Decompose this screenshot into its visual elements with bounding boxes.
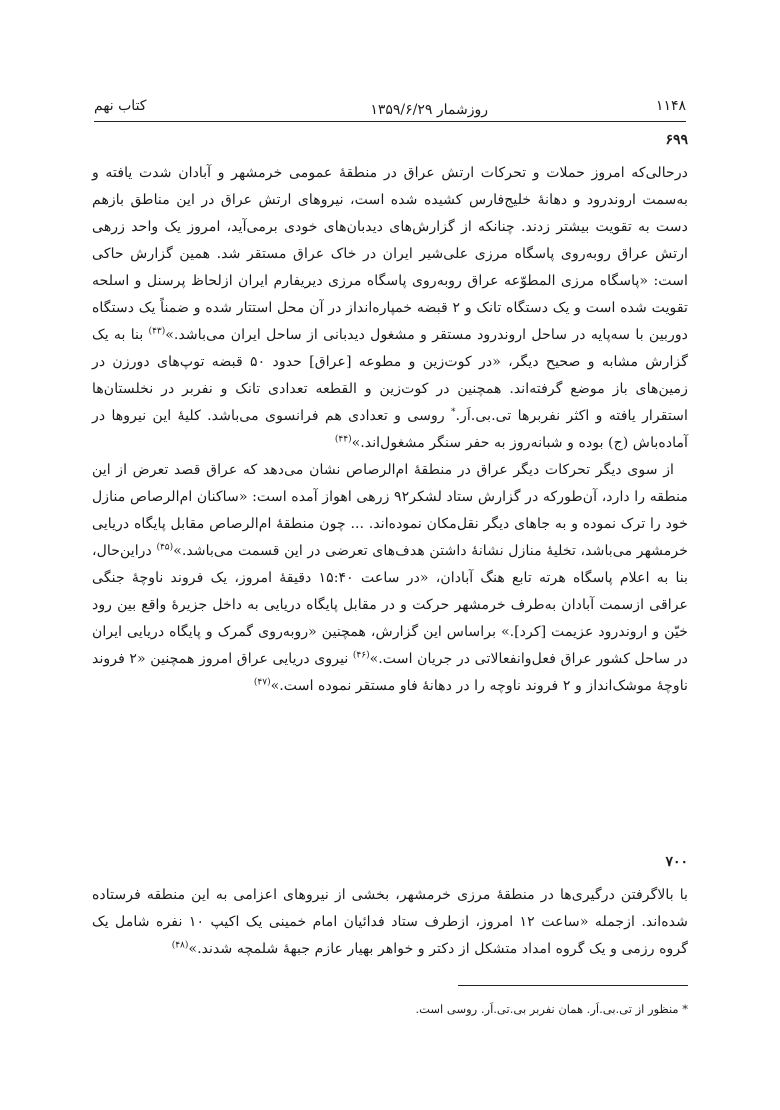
page-header bbox=[94, 96, 686, 120]
page-number: ۱۱۴۸ bbox=[655, 98, 686, 114]
footnote: * منظور از تی.بی.اَر. همان نفربر بی.تی.اَر. روسی است. bbox=[415, 1002, 688, 1016]
paragraph-text: بنا به یک گزارش مشابه و صحیح دیگر، «در کوت‌زین و مطوعه [عراق] حدود ۵۰ قبضه توپ‌های دورزن در زمین‌های باز موضع گرفته‌اند. همچنین در کوت‌زین و القطعه تعدادی تانک و نفربر در نخلستان‌ها استقرار یافته و اکثر نفربرها تی.بی.اَر. bbox=[92, 327, 688, 424]
footnote-ref: (۴۳) bbox=[148, 326, 166, 337]
entry-700-body bbox=[92, 882, 688, 963]
header-rule bbox=[94, 121, 686, 122]
paragraph bbox=[92, 160, 688, 457]
footnote-ref: (۴۴) bbox=[334, 434, 352, 445]
paragraph-text: از سوی دیگر تحرکات دیگر عراق در منطقهٔ ام‌الرصاص نشان می‌دهد که عراق قصد تعرض از این منطقه را دارد، آن‌طورکه در گزارش ستاد لشکر۹۲ زرهی اهواز آمده است: «ساکنان ام‌الرصاص منازل خود را ترک نموده و به جاهای دیگر نقل‌مکان نموده‌اند. ... چون منطقهٔ ام‌الرصاص مقابل پایگاه دریایی خرمشهر می‌باشد، تخلیهٔ منازل نشانهٔ داشتن هدف‌های تعرضی در این قسمت می‌باشد.» bbox=[92, 462, 688, 559]
footnote-ref: (۴۵) bbox=[156, 542, 174, 553]
footnote-star: * bbox=[451, 407, 456, 418]
footnote-rule bbox=[458, 985, 688, 986]
footnote-ref: (۴۸) bbox=[171, 940, 189, 951]
entry-699-body bbox=[92, 160, 688, 700]
entry-number-700: ۷۰۰ bbox=[665, 854, 688, 870]
paragraph bbox=[92, 457, 688, 700]
paragraph-text: نیروی دریایی عراق امروز همچنین «۲ فروند ناوچهٔ موشک‌انداز و ۲ فروند ناوچه را در دهانهٔ فاو مستقر نموده است.» bbox=[92, 651, 688, 694]
paragraph-text: روسی و تعدادی هم فرانسوی می‌باشد. کلیهٔ این نیروها در آماده‌باش (ج) بوده و شبانه‌روز به حفر سنگر مشغول‌اند.» bbox=[92, 408, 688, 451]
paragraph-text: دراین‌حال، بنا به اعلام پاسگاه هرته تابع هنگ آبادان، «در ساعت ۱۵:۴۰ دقیقهٔ امروز، یک فروند ناوچهٔ جنگی عراقی ازسمت آبادان به‌طرف خرمشهر حرکت و در مقابل پایگاه دریایی به داخل جزیرهٔ واقع بین رود خیّن و اروندرود عزیمت [کرد].» براساس این گزارش، همچنین «روبه‌روی گمرک و پایگاه دریایی ایران در ساحل کشور عراق فعل‌وانفعالاتی در جریان است.» bbox=[92, 543, 688, 667]
paragraph-text: با بالاگرفتن درگیری‌ها در منطقهٔ مرزی خرمشهر، بخشی از نیروهای اعزامی به این منطقه فرستاده شده‌اند. ازجمله «ساعت ۱۲ امروز، ازطرف ستاد فدائیان امام خمینی یک اکیپ ۱۰ نفره شامل یک گروه رزمی و یک گروه امداد متشکل از دکتر و خواهر بهیار عازم جبههٔ شلمچه شدند.» bbox=[92, 887, 688, 957]
paragraph bbox=[92, 882, 688, 963]
footnote-ref: (۴۷) bbox=[253, 677, 271, 688]
book-title: کتاب نهم bbox=[94, 98, 147, 114]
paragraph-text: درحالی‌که امروز حملات و تحرکات ارتش عراق در منطقهٔ عمومی خرمشهر و آبادان شدت یافته و به‌سمت اروندرود و دهانهٔ خلیج‌فارس کشیده شده است، نیروهای ارتش عراق در این مناطق بازهم دست به تقویت بیشتر زدند. چنانکه از گزارش‌های دیدبان‌های خودی برمی‌آید، امروز یک واحد زرهی ارتش عراق روبه‌روی پاسگاه مرزی علی‌شیر ایران در خاک عراق مستقر شد. همین گزارش حاکی است: «پاسگاه مرزی المطوّعه عراق روبه‌روی پاسگاه مرزی دیریفارم ایران ازلحاظ پرسنل و اسلحه تقویت شده است و یک دستگاه تانک و ۲ قبضه خمپاره‌انداز در آن محل استتار شده و ضمناً یک دستگاه دوربین با سه‌پایه در ساحل اروندرود مستقر و مشغول دیدبانی از ساحل ایران می‌باشد.» bbox=[92, 165, 688, 343]
entry-number-699: ۶۹۹ bbox=[665, 132, 688, 148]
footnote-ref: (۴۶) bbox=[352, 650, 370, 661]
running-title: روزشمار ۱۳۵۹/۶/۲۹ bbox=[370, 102, 488, 118]
